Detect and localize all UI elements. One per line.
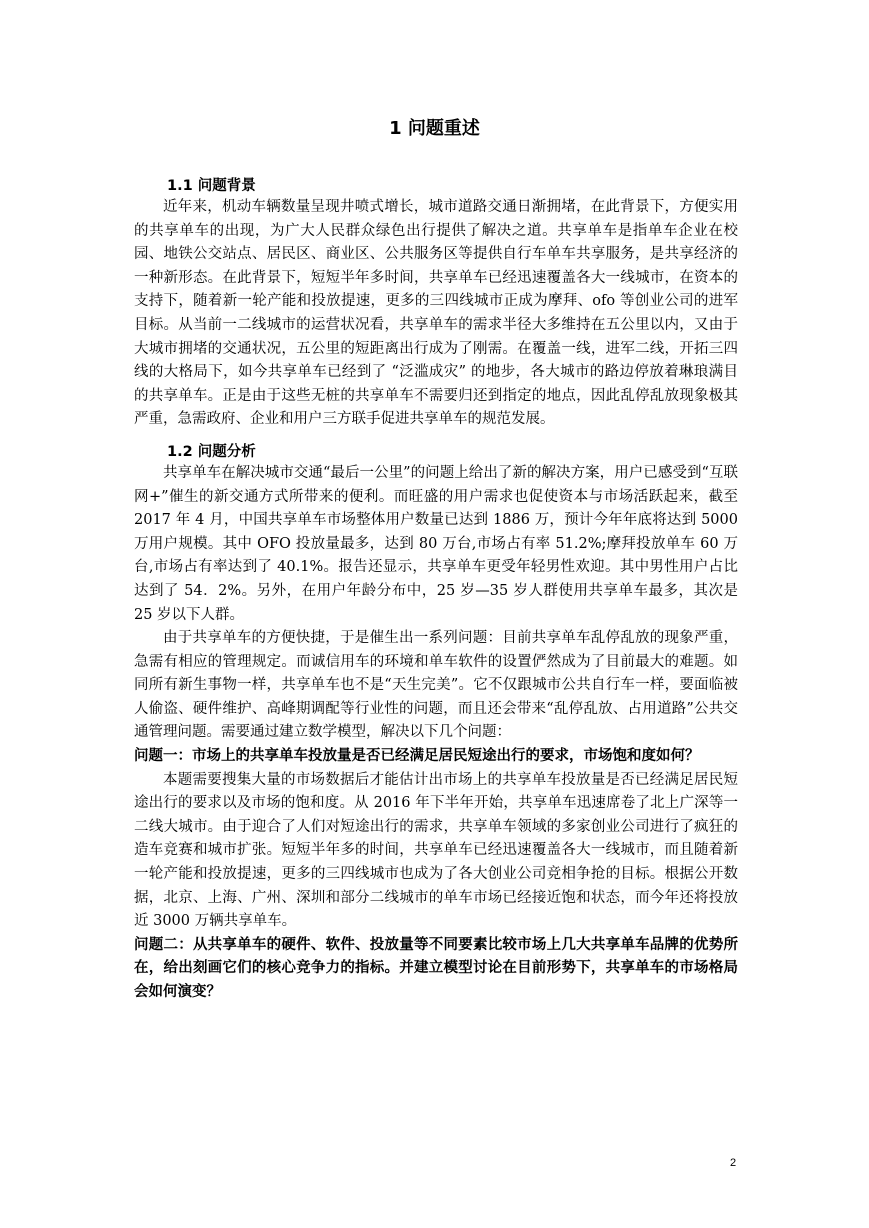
analysis-paragraph-1: 共享单车在解决城市交通“最后一公里”的问题上给出了新的解决方案，用户已感受到“互联网+”催生的新交通方式所带来的便利。而旺盛的用户需求也促使资本与市场活跃起来，截至 2017 年 4 月，中国共享单车市场整体用户数量已达到 1886 万，预计今年年底将达到 5000 万用户规模。其中 OFO 投放量最多，达到 80 万台,市场占有率 51.2%;摩拜投放单车 60 万台,市场占有率达到了 40.1%。报告还显示，共享单车更受年轻男性欢迎。其中男性用户占比达到了 54．2%。另外，在用户年龄分布中，25 岁—35 岁人群使用共享单车最多，其次是 25 岁以下人群。 [134,464,738,623]
section-heading-analysis: 1.2 问题分析 [167,443,256,460]
page-content [134,176,738,1005]
page-number: 2 [730,1157,737,1169]
question-two: 问题二：从共享单车的硬件、软件、投放量等不同要素比较市场上几大共享单车品牌的优势所在，给出刻画它们的核心竞争力的指标。并建立模型讨论在目前形势下，共享单车的市场格局会如何演变？ [134,936,738,1000]
question-one-paragraph: 本题需要搜集大量的市场数据后才能估计出市场上的共享单车投放量是否已经满足居民短途出行的要求以及市场的饱和度。从 2016 年下半年开始，共享单车迅速席卷了北上广深等一二线大城市。由于迎合了人们对短途出行的需求，共享单车领域的多家创业公司进行了疯狂的造车竞赛和城市扩张。短短半年多的时间，共享单车已经迅速覆盖各大一线城市，而且随着新一轮产能和投放提速，更多的三四线城市也成为了各大创业公司竞相争抢的目标。根据公开数据，北京、上海、广州、深圳和部分二线城市的单车市场已经接近饱和状态，而今年还将投放近 3000 万辆共享单车。 [134,771,738,930]
background-paragraph: 近年来，机动车辆数量呈现井喷式增长，城市道路交通日渐拥堵，在此背景下，方便实用的共享单车的出现，为广大人民群众绿色出行提供了解决之道。共享单车是指单车企业在校园、地铁公交站点、居民区、商业区、公共服务区等提供自行车单车共享服务，是共享经济的一种新形态。在此背景下，短短半年多时间，共享单车已经迅速覆盖各大一线城市，在资本的支持下，随着新一轮产能和投放提速，更多的三四线城市正成为摩拜、ofo 等创业公司的进军目标。从当前一二线城市的运营状况看，共享单车的需求半径大多维持在五公里以内，又由于大城市拥堵的交通状况，五公里的短距离出行成为了刚需。在覆盖一线，进军二线，开拓三四线的大格局下，如今共享单车已经到了 “泛滥成灾” 的地步，各大城市的路边停放着琳琅满目的共享单车。正是由于这些无桩的共享单车不需要归还到指定的地点，因此乱停乱放现象极其严重，急需政府、企业和用户三方联手促进共享单车的规范发展。 [134,199,738,428]
analysis-paragraph-2: 由于共享单车的方便快捷，于是催生出一系列问题：目前共享单车乱停乱放的现象严重，急需有相应的管理规定。而诚信用车的环境和单车软件的设置俨然成为了目前最大的难题。如同所有新生事物一样，共享单车也不是“天生完美”。它不仅跟城市公共自行车一样，要面临被人偷盗、硬件维护、高峰期调配等行业性的问题，而且还会带来“乱停乱放、占用道路”公共交通管理问题。需要通过建立数学模型，解决以下几个问题： [134,630,738,741]
section-heading-background: 1.1 问题背景 [167,178,256,194]
question-one: 问题一：市场上的共享单车投放量是否已经满足居民短途出行的要求，市场饱和度如何？ [134,748,700,765]
chapter-title: 1 问题重述 [389,118,480,139]
